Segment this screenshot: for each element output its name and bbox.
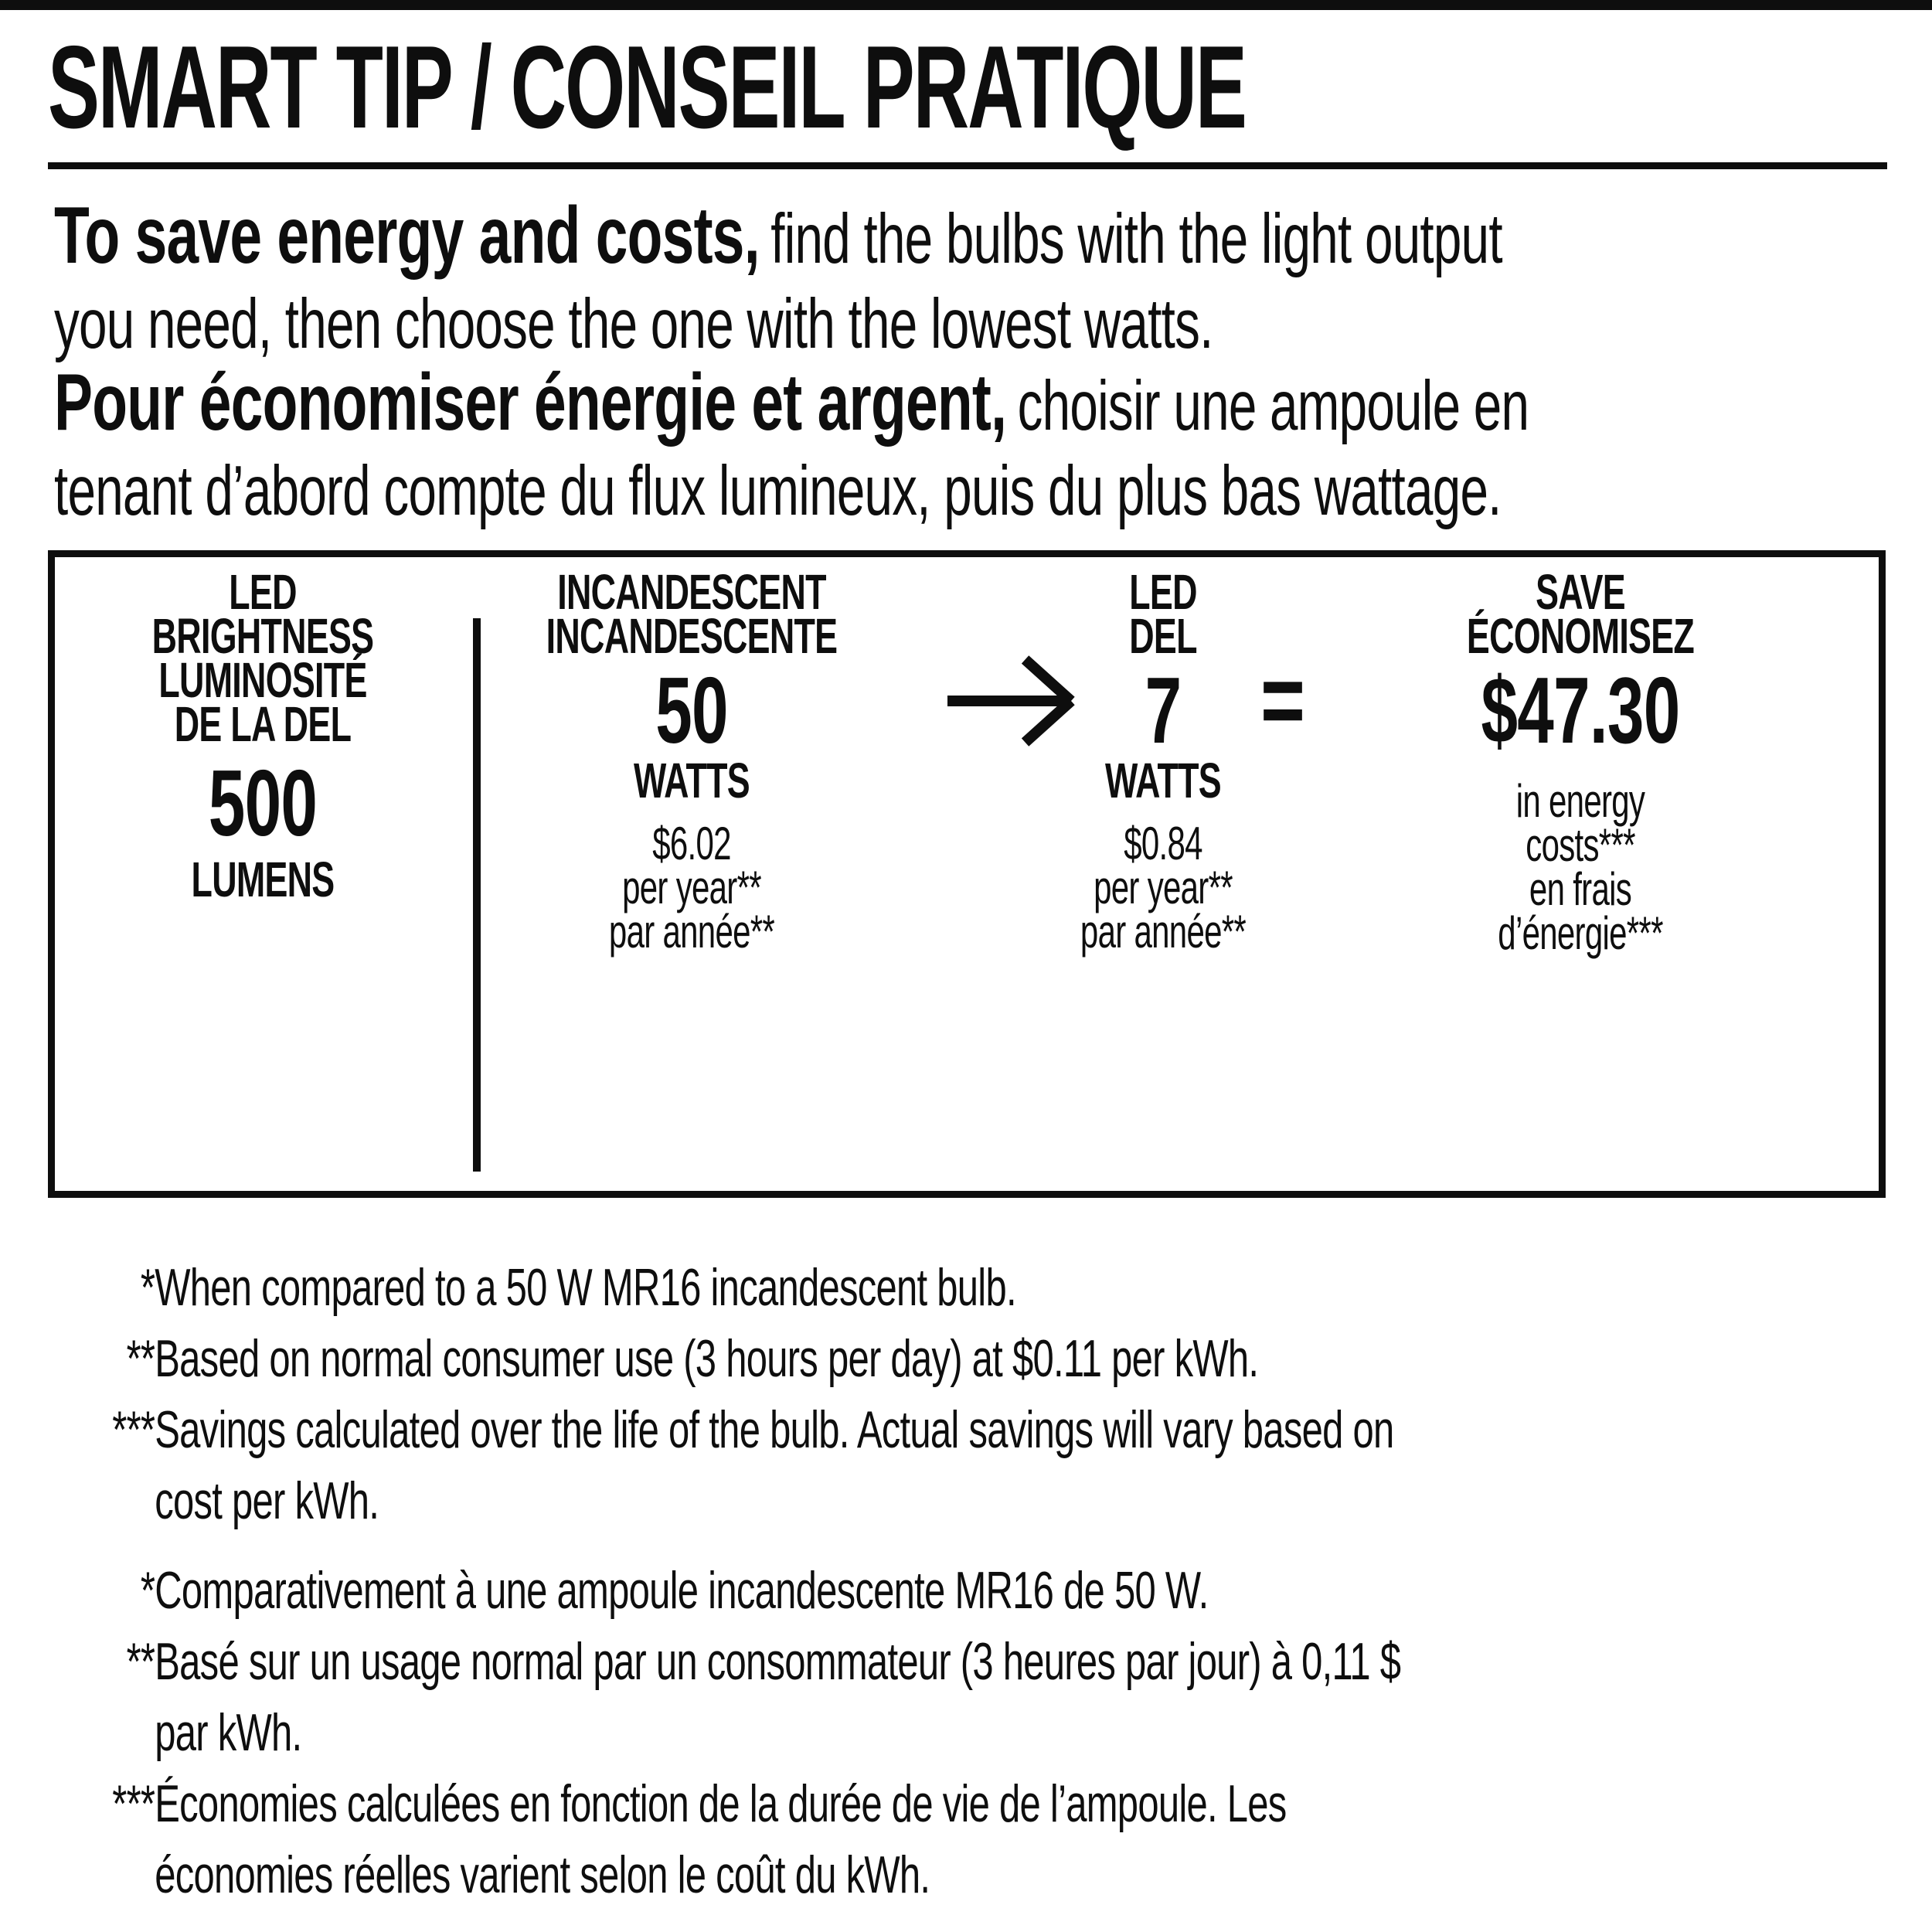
footnote-text: par kWh. (155, 1703, 302, 1762)
led-label-fr: DEL (1129, 608, 1197, 664)
footnote-text: économies réelles varient selon le coût du kWh. (155, 1845, 930, 1904)
footnote-text: Basé sur un usage normal par un consommateur (3 heures par jour) à 0,11 $ (155, 1632, 1401, 1691)
incandescent-watts-unit: WATTS (634, 753, 750, 808)
intro-fr-line2: tenant d’abord compte du flux lumineux, puis du plus bas wattage. (54, 452, 1502, 531)
intro-en-line2: you need, then choose the one with the lowest watts. (54, 285, 1213, 364)
footnote-text: Comparativement à une ampoule incandescente MR16 de 50 W. (155, 1561, 1209, 1620)
footnote-text: Savings calculated over the life of the bulb. Actual savings will vary based on (155, 1400, 1394, 1459)
savings-desc-line: en frais (1529, 863, 1632, 915)
footnote-marker: ** (126, 1632, 155, 1691)
brightness-label-line: LED (229, 564, 297, 620)
footnotes-english (48, 1252, 1773, 1536)
led-per-year-fr: par année** (1080, 906, 1247, 957)
footnote-marker: *** (112, 1400, 155, 1459)
footnote-marker-empty (48, 1697, 155, 1768)
led-per-year-en: per year** (1094, 862, 1233, 913)
lumens-value: 500 (208, 750, 318, 855)
footnote-marker: *** (112, 1774, 155, 1833)
intro-fr-rest: choisir une ampoule en (1017, 367, 1529, 445)
footnotes-french (48, 1555, 1773, 1910)
footnote-marker: ** (126, 1329, 155, 1388)
incandescent-watts-value: 50 (655, 658, 728, 763)
intro-english (54, 191, 1502, 364)
brightness-label-line: BRIGHTNESS (151, 608, 374, 664)
incandescent-label-en: INCANDESCENT (557, 564, 826, 620)
footnote-continuation-row (48, 1839, 1773, 1910)
incandescent-per-year-fr: par année** (608, 906, 775, 957)
footnote-row (48, 1768, 1773, 1839)
led-watts-value: 7 (1145, 658, 1182, 763)
intro-en-rest: find the bulbs with the light output (770, 200, 1502, 278)
column-incandescent (540, 564, 843, 957)
footnote-marker: * (140, 1258, 155, 1317)
column-led-brightness (128, 564, 398, 907)
footnote-row (48, 1252, 1773, 1323)
intro-fr-lead: Pour économiser énergie et argent, (54, 358, 1007, 447)
intro-french (54, 358, 1529, 531)
footnote-row (48, 1394, 1773, 1465)
footnote-continuation-row (48, 1697, 1773, 1768)
title-underline (48, 162, 1887, 169)
incandescent-label-fr: INCANDESCENTE (546, 608, 838, 664)
footnote-text: cost per kWh. (155, 1471, 379, 1530)
intro-en-lead: To save energy and costs, (54, 191, 760, 281)
footnote-continuation-row (48, 1465, 1773, 1536)
led-cost: $0.84 (1124, 818, 1202, 869)
brightness-label-line: DE LA DEL (174, 696, 352, 752)
footnote-row (48, 1555, 1773, 1626)
footnote-marker: * (140, 1561, 155, 1620)
footnote-text: Économies calculées en fonction de la durée de vie de l’ampoule. Les (155, 1774, 1287, 1833)
footnote-text: When compared to a 50 W MR16 incandescent bulb. (155, 1258, 1016, 1317)
page-top-edge (0, 0, 1932, 10)
footnote-marker-empty (48, 1839, 155, 1910)
incandescent-cost: $6.02 (652, 818, 731, 869)
save-label-fr: ÉCONOMISEZ (1466, 608, 1695, 664)
column-divider (473, 618, 481, 1172)
column-led (1012, 564, 1315, 957)
brightness-label-line: LUMINOSITÉ (158, 652, 367, 708)
savings-desc-line: d’énergie*** (1498, 907, 1663, 959)
lumens-unit: LUMENS (191, 852, 335, 907)
page-title: SMART TIP / CONSEIL PRATIQUE (48, 22, 1246, 153)
incandescent-per-year-en: per year** (622, 862, 761, 913)
savings-desc-line: costs*** (1526, 819, 1635, 871)
footnote-row (48, 1323, 1773, 1394)
footnote-marker-empty (48, 1465, 155, 1536)
column-savings (1396, 564, 1764, 959)
save-label-en: SAVE (1536, 564, 1625, 620)
footnote-text: Based on normal consumer use (3 hours per day) at $0.11 per kWh. (155, 1329, 1259, 1388)
footnote-row (48, 1626, 1773, 1697)
led-label-en: LED (1129, 564, 1197, 620)
savings-desc-line: in energy (1515, 775, 1645, 827)
savings-amount: $47.30 (1481, 658, 1680, 763)
equals-sign: = (1260, 643, 1305, 757)
led-watts-unit: WATTS (1105, 753, 1221, 808)
